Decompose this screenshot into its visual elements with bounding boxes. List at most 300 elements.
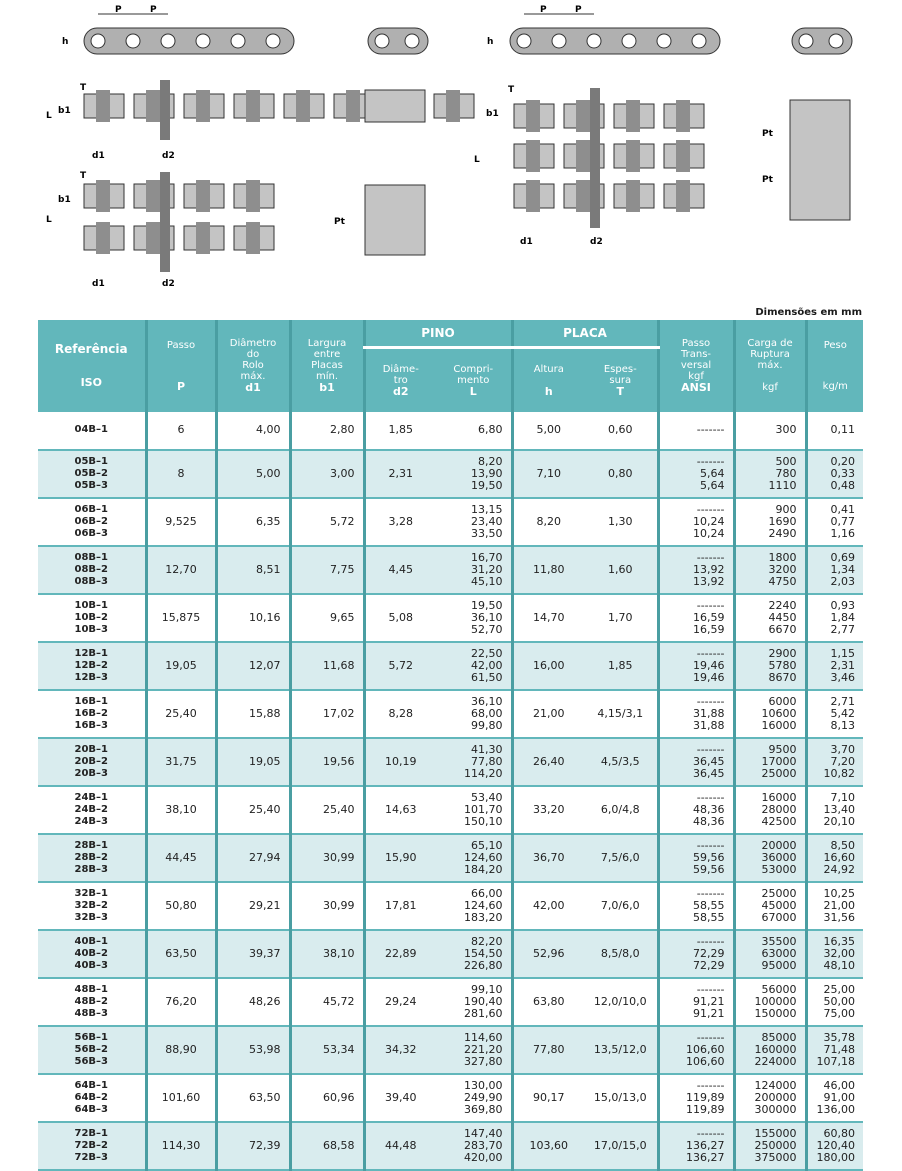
- cell-comprimento-value: 114,60: [464, 1030, 503, 1044]
- cell-iso-value: 40B–2: [74, 947, 108, 959]
- cell-comprimento-value: 33,50: [471, 526, 503, 540]
- cell-iso-value: 24B–3: [74, 815, 108, 827]
- cell-comprimento: [436, 412, 512, 450]
- cell-altura: 36,70: [512, 834, 584, 882]
- cell-peso: [806, 498, 863, 546]
- header-passo-transversal-line: versal: [680, 360, 712, 372]
- table-row: [38, 882, 863, 930]
- cell-comprimento-value: 19,50: [471, 598, 503, 612]
- cell-iso-value: 56B–3: [74, 1055, 108, 1067]
- cell-passo-transversal-value: 119,89: [686, 1090, 725, 1104]
- cell-d1: 5,00: [216, 450, 290, 498]
- cell-carga-value: 200000: [754, 1090, 797, 1104]
- label-L-simplex: L: [46, 111, 52, 121]
- cell-passo: 9,525: [146, 498, 216, 546]
- label-d2-simplex: d2: [162, 151, 175, 161]
- header-passo-transversal-line: kgf: [688, 371, 704, 383]
- table-row: [38, 834, 863, 882]
- cell-passo-transversal-value: 106,60: [686, 1042, 725, 1056]
- header-pino-diametro-line: tro: [393, 374, 408, 386]
- label-d2-triplex: d2: [590, 237, 603, 247]
- cell-peso-value: 1,84: [830, 610, 856, 624]
- cell-carga: [734, 978, 806, 1026]
- cell-d2: 44,48: [364, 1122, 436, 1170]
- cell-espessura: 17,0/15,0: [584, 1122, 658, 1170]
- cell-iso-value: 08B–1: [74, 551, 108, 563]
- table-row: [38, 930, 863, 978]
- cell-carga-value: 3200: [768, 562, 797, 576]
- cell-passo-transversal-value: -------: [696, 742, 725, 756]
- cell-d1: 4,00: [216, 412, 290, 450]
- label-p-left-2: P: [150, 5, 157, 15]
- cell-peso-value: 1,16: [830, 526, 856, 540]
- cell-comprimento-value: 281,60: [464, 1006, 503, 1020]
- cell-espessura: 4,5/3,5: [584, 738, 658, 786]
- chain-spec-table: [38, 320, 863, 1171]
- cell-peso-value: 10,82: [823, 766, 856, 780]
- cell-comprimento: [436, 642, 512, 690]
- cell-iso-value: 05B–3: [74, 479, 108, 491]
- cell-d1: 27,94: [216, 834, 290, 882]
- cell-comprimento-value: 183,20: [464, 910, 503, 924]
- header-largura-line: mín.: [315, 371, 339, 383]
- cell-espessura: 12,0/10,0: [584, 978, 658, 1026]
- cell-peso: [806, 834, 863, 882]
- cell-iso-value: 32B–3: [74, 911, 108, 923]
- cell-comprimento-value: 6,80: [478, 423, 503, 436]
- cell-passo-transversal-value: 59,56: [693, 850, 725, 864]
- header-placa-altura: Altura h: [512, 348, 584, 412]
- cell-peso: [806, 978, 863, 1026]
- cell-iso-value: 56B–1: [74, 1031, 108, 1043]
- cell-espessura: 6,0/4,8: [584, 786, 658, 834]
- cell-altura: 5,00: [512, 412, 584, 450]
- cell-comprimento-value: 114,20: [464, 766, 503, 780]
- cell-iso-value: 40B–3: [74, 959, 108, 971]
- cell-iso-value: 40B–1: [74, 935, 108, 947]
- header-pino-comprimento-line: Compri-: [453, 363, 494, 375]
- cell-peso-value: 5,42: [830, 706, 856, 720]
- cell-comprimento-value: 8,20: [478, 454, 503, 468]
- cell-comprimento: [436, 930, 512, 978]
- cell-passo: 76,20: [146, 978, 216, 1026]
- cell-peso: [806, 882, 863, 930]
- cell-peso-value: 120,40: [816, 1138, 856, 1152]
- cell-passo: 19,05: [146, 642, 216, 690]
- table-row: [38, 498, 863, 546]
- cell-carga-value: 56000: [761, 982, 797, 996]
- cell-iso: [38, 978, 146, 1026]
- cell-iso-value: 16B–2: [74, 707, 108, 719]
- header-placa-espessura-line: sura: [609, 374, 632, 386]
- cell-d1: 12,07: [216, 642, 290, 690]
- cell-altura: 26,40: [512, 738, 584, 786]
- cell-iso-value: 08B–2: [74, 563, 108, 575]
- cell-carga-value: 375000: [754, 1150, 797, 1164]
- cell-comprimento: [436, 786, 512, 834]
- cell-carga-value: 36000: [761, 850, 797, 864]
- label-d1-triplex: d1: [520, 237, 533, 247]
- cell-comprimento-value: 53,40: [471, 790, 503, 804]
- cell-passo-transversal-value: -------: [696, 502, 725, 516]
- cell-peso: [806, 642, 863, 690]
- cell-passo-transversal-value: -------: [696, 598, 725, 612]
- cell-comprimento-value: 99,80: [471, 718, 503, 732]
- label-p-right-2: P: [575, 5, 582, 15]
- cell-comprimento: [436, 834, 512, 882]
- cell-d2: 29,24: [364, 978, 436, 1026]
- cell-carga-value: 2490: [768, 526, 797, 540]
- cell-iso-value: 04B–1: [74, 424, 108, 435]
- cell-iso: [38, 1074, 146, 1122]
- cell-carga: [734, 834, 806, 882]
- cell-carga-value: 20000: [761, 838, 797, 852]
- cell-passo-transversal-value: -------: [696, 934, 725, 948]
- cell-comprimento-value: 124,60: [464, 850, 503, 864]
- cell-carga-value: 6670: [768, 622, 797, 636]
- cell-comprimento-value: 101,70: [464, 802, 503, 816]
- cell-d2: 14,63: [364, 786, 436, 834]
- cell-comprimento-value: 420,00: [464, 1150, 503, 1164]
- table-row: [38, 1122, 863, 1170]
- cell-d1: 53,98: [216, 1026, 290, 1074]
- cell-passo-transversal: [658, 690, 734, 738]
- cell-peso-value: 16,60: [823, 850, 856, 864]
- cell-carga-value: 2240: [768, 598, 797, 612]
- cell-iso: [38, 450, 146, 498]
- cell-passo-transversal: [658, 498, 734, 546]
- cell-passo-transversal-value: 36,45: [693, 766, 725, 780]
- cell-espessura: 0,60: [584, 412, 658, 450]
- cell-passo-transversal: [658, 738, 734, 786]
- header-referencia: Referência ISO: [38, 320, 146, 412]
- cell-b1: 9,65: [290, 594, 364, 642]
- cell-peso-value: 8,13: [830, 718, 856, 732]
- header-pino-comprimento-line: mento: [457, 374, 490, 386]
- cell-iso-value: 72B–3: [74, 1151, 108, 1163]
- cell-passo-transversal-value: 13,92: [693, 562, 725, 576]
- cell-carga-value: 35500: [761, 934, 797, 948]
- cell-peso-value: 60,80: [823, 1126, 856, 1140]
- cell-passo-transversal-value: 16,59: [693, 610, 725, 624]
- cell-peso-value: 71,48: [823, 1042, 856, 1056]
- cell-iso-value: 05B–1: [74, 455, 108, 467]
- cell-carga-value: 67000: [761, 910, 797, 924]
- cell-peso-value: 136,00: [816, 1102, 856, 1116]
- cell-passo-transversal-value: 58,55: [693, 910, 725, 924]
- cell-peso-value: 13,40: [823, 802, 856, 816]
- header-diametro-line: Diâmetro: [229, 338, 277, 350]
- cell-peso-value: 31,56: [823, 910, 856, 924]
- cell-d2: 39,40: [364, 1074, 436, 1122]
- cell-carga-value: 25000: [761, 886, 797, 900]
- table-row: [38, 450, 863, 498]
- table-row: [38, 978, 863, 1026]
- cell-iso: [38, 882, 146, 930]
- cell-peso: [806, 594, 863, 642]
- cell-iso: [38, 1026, 146, 1074]
- cell-comprimento-value: 249,90: [464, 1090, 503, 1104]
- cell-peso-value: 20,10: [823, 814, 856, 828]
- header-diametro-line: máx.: [240, 371, 266, 383]
- cell-altura: 33,20: [512, 786, 584, 834]
- cell-passo: 6: [146, 412, 216, 450]
- cell-carga: [734, 930, 806, 978]
- cell-iso-value: 20B–3: [74, 767, 108, 779]
- cell-carga-value: 9500: [768, 742, 797, 756]
- cell-peso: [806, 1026, 863, 1074]
- cell-passo-transversal-value: 119,89: [686, 1102, 725, 1116]
- cell-d2: 5,08: [364, 594, 436, 642]
- cell-d2: 15,90: [364, 834, 436, 882]
- label-b1-triplex: b1: [486, 109, 499, 119]
- header-placa-espessura: Espes- sura T: [584, 348, 658, 412]
- cell-carga: [734, 1074, 806, 1122]
- cell-altura: 103,60: [512, 1122, 584, 1170]
- cell-comprimento-value: 22,50: [471, 646, 503, 660]
- cell-peso-value: 32,00: [823, 946, 856, 960]
- cell-b1: 19,56: [290, 738, 364, 786]
- cell-passo-transversal: [658, 450, 734, 498]
- cell-iso-value: 28B–1: [74, 839, 108, 851]
- cell-comprimento-value: 327,80: [464, 1054, 503, 1068]
- cell-iso: [38, 834, 146, 882]
- cell-carga: [734, 450, 806, 498]
- cell-carga-value: 6000: [768, 694, 797, 708]
- cell-peso-value: 3,46: [830, 670, 856, 684]
- cell-iso: [38, 642, 146, 690]
- cell-b1: 3,00: [290, 450, 364, 498]
- cell-d1: 10,16: [216, 594, 290, 642]
- cell-passo-transversal: [658, 546, 734, 594]
- cell-comprimento-value: 226,80: [464, 958, 503, 972]
- cell-peso-value: 0,11: [830, 423, 856, 436]
- table-row: [38, 1026, 863, 1074]
- chain-drawings: [0, 0, 902, 300]
- cell-carga-value: 155000: [754, 1126, 797, 1140]
- header-carga-line: Ruptura: [750, 349, 790, 361]
- header-carga-line: máx.: [757, 360, 783, 372]
- cell-peso: [806, 930, 863, 978]
- cell-carga-value: 2900: [768, 646, 797, 660]
- cell-carga-value: 500: [775, 454, 797, 468]
- cell-iso-value: 48B–3: [74, 1007, 108, 1019]
- header-pino-diametro-line: Diâme-: [382, 363, 419, 375]
- cell-carga-value: 1690: [768, 514, 797, 528]
- cell-b1: 60,96: [290, 1074, 364, 1122]
- cell-peso-value: 0,33: [830, 466, 856, 480]
- header-passo-transversal: Passo Trans- versal kgf ANSI: [658, 320, 734, 412]
- cell-carga-value: 10600: [761, 706, 797, 720]
- cell-passo-transversal-value: -------: [696, 423, 725, 436]
- cell-altura: 14,70: [512, 594, 584, 642]
- cell-iso-value: 10B–1: [74, 599, 108, 611]
- cell-b1: 53,34: [290, 1026, 364, 1074]
- cell-iso: [38, 546, 146, 594]
- cell-comprimento-value: 82,20: [471, 934, 503, 948]
- cell-d1: 72,39: [216, 1122, 290, 1170]
- cell-peso-value: 16,35: [823, 934, 856, 948]
- cell-peso-value: 0,93: [830, 598, 856, 612]
- cell-altura: 77,80: [512, 1026, 584, 1074]
- cell-comprimento-value: 124,60: [464, 898, 503, 912]
- cell-iso-value: 10B–3: [74, 623, 108, 635]
- cell-comprimento-value: 45,10: [471, 574, 503, 588]
- cell-comprimento-value: 23,40: [471, 514, 503, 528]
- cell-peso-value: 91,00: [823, 1090, 856, 1104]
- cell-carga-value: 8670: [768, 670, 797, 684]
- cell-passo-transversal-value: 10,24: [693, 526, 725, 540]
- label-p-right-1: P: [540, 5, 547, 15]
- cell-peso: [806, 738, 863, 786]
- cell-comprimento-value: 36,10: [471, 610, 503, 624]
- cell-b1: 30,99: [290, 834, 364, 882]
- cell-peso-value: 1,15: [830, 646, 856, 660]
- cell-carga: [734, 882, 806, 930]
- cell-passo-transversal-value: 10,24: [693, 514, 725, 528]
- cell-peso: [806, 690, 863, 738]
- label-T-simplex: T: [80, 83, 87, 93]
- header-diametro-rolo: Diâmetro do Rolo máx. d1: [216, 320, 290, 412]
- cell-comprimento-value: 77,80: [471, 754, 503, 768]
- cell-carga-value: 4750: [768, 574, 797, 588]
- cell-comprimento-value: 369,80: [464, 1102, 503, 1116]
- cell-comprimento-value: 31,20: [471, 562, 503, 576]
- cell-peso: [806, 546, 863, 594]
- table-header: [38, 320, 863, 412]
- label-h-right: h: [487, 37, 494, 47]
- label-d1-simplex: d1: [92, 151, 105, 161]
- cell-iso-value: 16B–1: [74, 695, 108, 707]
- cell-iso-value: 12B–2: [74, 659, 108, 671]
- cell-peso-value: 2,03: [830, 574, 856, 588]
- cell-peso-value: 2,77: [830, 622, 856, 636]
- cell-passo-transversal-value: -------: [696, 790, 725, 804]
- chain-simplex-top-view: [46, 80, 482, 161]
- cell-carga-value: 5780: [768, 658, 797, 672]
- cell-iso-value: 32B–2: [74, 899, 108, 911]
- cell-d2: 5,72: [364, 642, 436, 690]
- header-peso: Peso kg/m: [806, 320, 863, 412]
- cell-comprimento-value: 130,00: [464, 1078, 503, 1092]
- chain-side-view-left: [62, 5, 428, 54]
- cell-peso: [806, 1122, 863, 1170]
- cell-carga-value: 53000: [761, 862, 797, 876]
- cell-comprimento: [436, 450, 512, 498]
- cell-passo: 50,80: [146, 882, 216, 930]
- cell-comprimento: [436, 1026, 512, 1074]
- cell-iso-value: 64B–1: [74, 1079, 108, 1091]
- cell-altura: 90,17: [512, 1074, 584, 1122]
- cell-comprimento-value: 184,20: [464, 862, 503, 876]
- header-pino-comprimento: Compri- mento L: [436, 348, 512, 412]
- cell-iso-value: 64B–3: [74, 1103, 108, 1115]
- cell-d2: 2,31: [364, 450, 436, 498]
- cell-altura: 7,10: [512, 450, 584, 498]
- cell-iso: [38, 930, 146, 978]
- cell-carga-value: 224000: [754, 1054, 797, 1068]
- cell-carga: [734, 738, 806, 786]
- cell-carga: [734, 546, 806, 594]
- cell-passo: 12,70: [146, 546, 216, 594]
- cell-comprimento-value: 150,10: [464, 814, 503, 828]
- cell-passo-transversal-value: 91,21: [693, 1006, 725, 1020]
- cell-comprimento-value: 61,50: [471, 670, 503, 684]
- cell-passo-transversal-value: 5,64: [700, 466, 725, 480]
- cell-passo: 114,30: [146, 1122, 216, 1170]
- cell-d1: 6,35: [216, 498, 290, 546]
- cell-passo-transversal-value: 19,46: [693, 658, 725, 672]
- cell-passo-transversal-value: 13,92: [693, 574, 725, 588]
- cell-passo-transversal-value: -------: [696, 982, 725, 996]
- cell-carga: [734, 1026, 806, 1074]
- cell-passo: 88,90: [146, 1026, 216, 1074]
- cell-comprimento: [436, 1122, 512, 1170]
- cell-carga: [734, 786, 806, 834]
- cell-altura: 16,00: [512, 642, 584, 690]
- cell-peso-value: 50,00: [823, 994, 856, 1008]
- table-row: [38, 738, 863, 786]
- cell-iso-value: 72B–1: [74, 1127, 108, 1139]
- cell-carga: [734, 1122, 806, 1170]
- cell-d1: 15,88: [216, 690, 290, 738]
- cell-passo-transversal: [658, 1122, 734, 1170]
- cell-peso-value: 7,10: [830, 790, 856, 804]
- cell-passo-transversal-value: 48,36: [693, 802, 725, 816]
- cell-espessura: 1,30: [584, 498, 658, 546]
- cell-passo-transversal-value: 31,88: [693, 706, 725, 720]
- cell-peso-value: 21,00: [823, 898, 856, 912]
- cell-carga-value: 17000: [761, 754, 797, 768]
- cell-iso-value: 48B–2: [74, 995, 108, 1007]
- cell-peso-value: 1,34: [830, 562, 856, 576]
- cell-carga-value: 1800: [768, 550, 797, 564]
- cell-comprimento-value: 41,30: [471, 742, 503, 756]
- cell-peso: [806, 1074, 863, 1122]
- cell-passo-transversal: [658, 786, 734, 834]
- cell-comprimento-value: 221,20: [464, 1042, 503, 1056]
- cell-espessura: 4,15/3,1: [584, 690, 658, 738]
- cell-carga-value: 25000: [761, 766, 797, 780]
- cell-passo-transversal-value: 31,88: [693, 718, 725, 732]
- cell-iso-value: 10B–2: [74, 611, 108, 623]
- cell-b1: 45,72: [290, 978, 364, 1026]
- cell-passo-transversal-value: -------: [696, 550, 725, 564]
- cell-carga-value: 150000: [754, 1006, 797, 1020]
- cell-passo-transversal-value: -------: [696, 694, 725, 708]
- cell-carga-value: 63000: [761, 946, 797, 960]
- cell-peso-value: 0,41: [830, 502, 856, 516]
- cell-comprimento: [436, 546, 512, 594]
- cell-comprimento-value: 16,70: [471, 550, 503, 564]
- cell-espessura: 7,0/6,0: [584, 882, 658, 930]
- cell-peso-value: 0,20: [830, 454, 856, 468]
- cell-comprimento: [436, 738, 512, 786]
- header-carga-line: Carga de: [747, 338, 793, 350]
- cell-passo-transversal-value: 72,29: [693, 946, 725, 960]
- cell-comprimento-value: 66,00: [471, 886, 503, 900]
- cell-passo-transversal-value: 58,55: [693, 898, 725, 912]
- header-diametro-line: do: [246, 349, 260, 361]
- label-Pt-triplex-1: Pt: [762, 129, 773, 139]
- cell-comprimento-value: 42,00: [471, 658, 503, 672]
- cell-d2: 10,19: [364, 738, 436, 786]
- cell-d1: 48,26: [216, 978, 290, 1026]
- cell-b1: 68,58: [290, 1122, 364, 1170]
- cell-carga-value: 16000: [761, 718, 797, 732]
- header-placa-espessura-line: Espes-: [603, 363, 637, 375]
- cell-peso-value: 180,00: [816, 1150, 856, 1164]
